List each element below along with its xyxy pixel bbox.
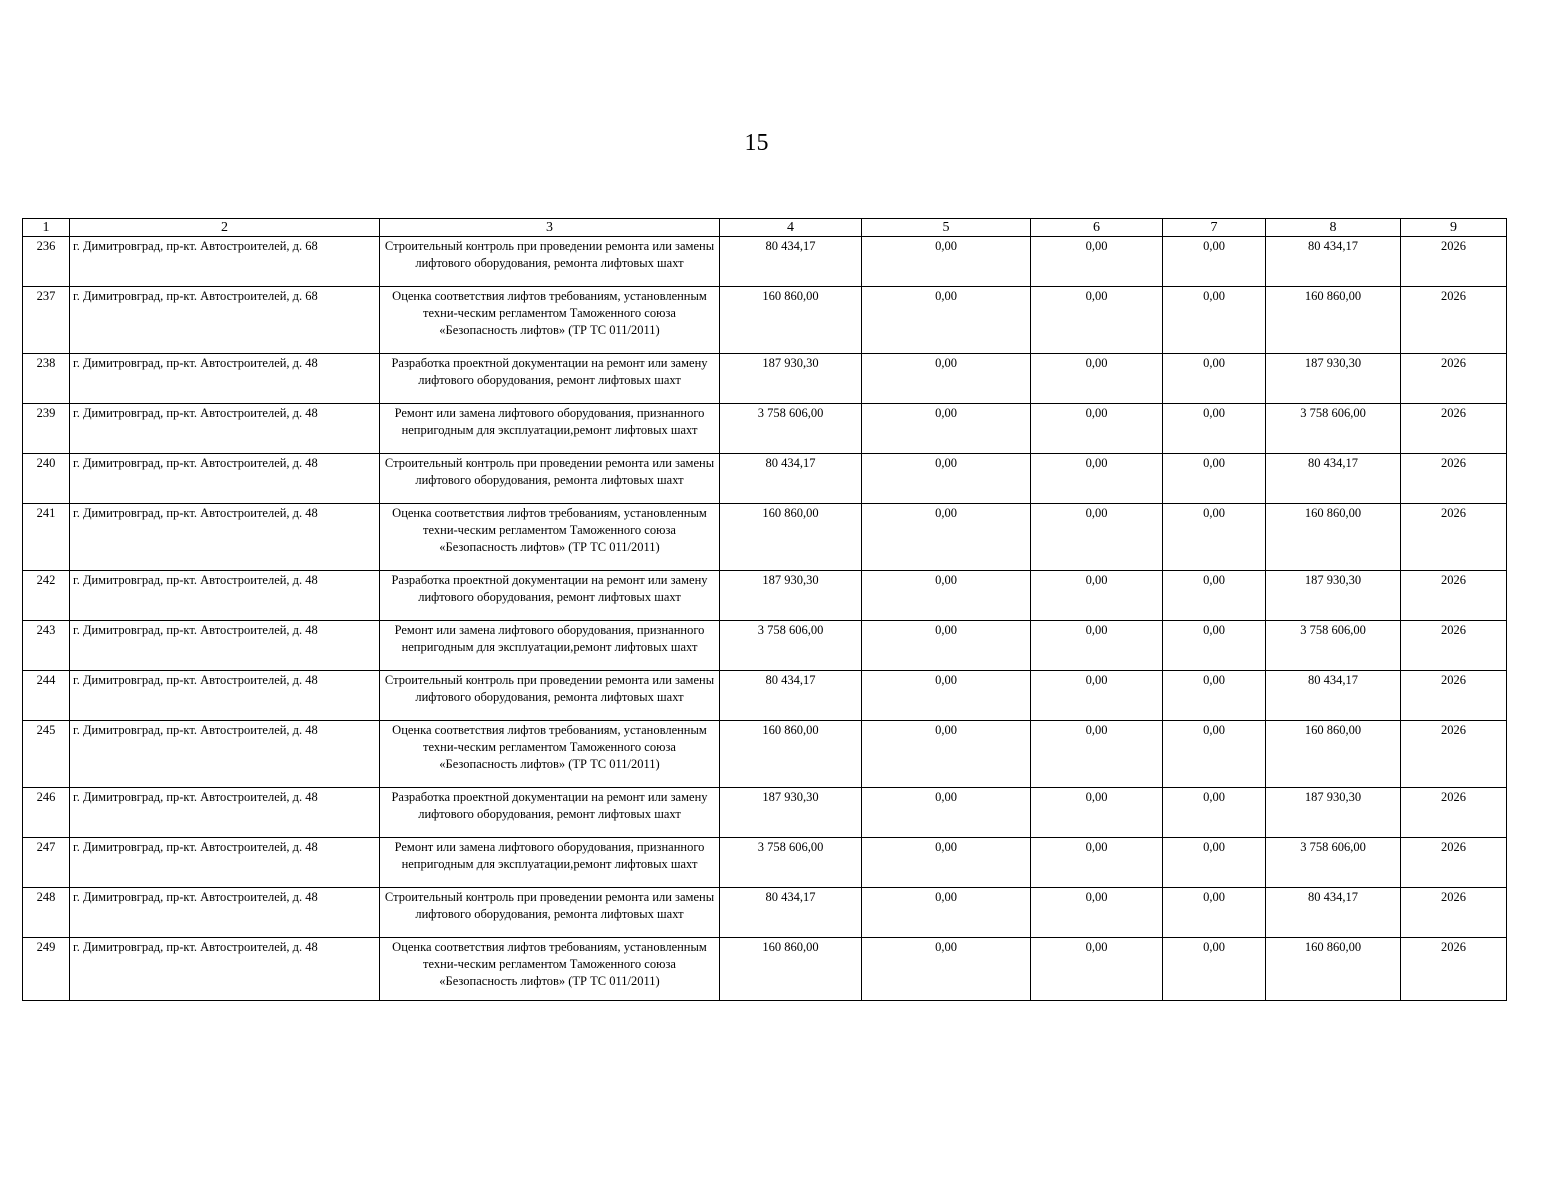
value-cell-col6: 0,00 (1031, 721, 1163, 788)
year-cell: 2026 (1401, 721, 1507, 788)
row-number: 245 (23, 721, 70, 788)
year-cell: 2026 (1401, 671, 1507, 721)
works-table (22, 218, 1507, 1001)
value-cell-col6: 0,00 (1031, 888, 1163, 938)
value-cell-col7: 0,00 (1163, 888, 1266, 938)
total-cost-cell: 80 434,17 (720, 237, 862, 287)
table-row (23, 504, 1507, 571)
value-cell-col7: 0,00 (1163, 454, 1266, 504)
value-cell-col5: 0,00 (862, 721, 1031, 788)
column-number: 2 (70, 219, 380, 237)
value-cell-col8: 160 860,00 (1266, 504, 1401, 571)
value-cell-col5: 0,00 (862, 571, 1031, 621)
year-cell: 2026 (1401, 237, 1507, 287)
value-cell-col8: 3 758 606,00 (1266, 838, 1401, 888)
total-cost-cell: 3 758 606,00 (720, 838, 862, 888)
address-cell: г. Димитровград, пр-кт. Автостроителей, д. 48 (70, 621, 380, 671)
total-cost-cell: 187 930,30 (720, 354, 862, 404)
row-number: 237 (23, 287, 70, 354)
total-cost-cell: 80 434,17 (720, 454, 862, 504)
value-cell-col7: 0,00 (1163, 287, 1266, 354)
row-number: 238 (23, 354, 70, 404)
year-cell: 2026 (1401, 571, 1507, 621)
row-number: 248 (23, 888, 70, 938)
value-cell-col6: 0,00 (1031, 404, 1163, 454)
work-description-cell: Оценка соответствия лифтов требованиям, установленным техни-ческим регламентом Таможенного союза «Безопасность лифтов» (ТР ТС 011/2011) (380, 721, 720, 788)
column-number: 1 (23, 219, 70, 237)
value-cell-col5: 0,00 (862, 354, 1031, 404)
work-description-cell: Разработка проектной документации на ремонт или замену лифтового оборудования, ремонт лифтовых шахт (380, 354, 720, 404)
table-row (23, 788, 1507, 838)
row-number: 249 (23, 938, 70, 1001)
work-description-cell: Оценка соответствия лифтов требованиям, установленным техни-ческим регламентом Таможенного союза «Безопасность лифтов» (ТР ТС 011/2011) (380, 938, 720, 1001)
table-row (23, 671, 1507, 721)
year-cell: 2026 (1401, 838, 1507, 888)
address-cell: г. Димитровград, пр-кт. Автостроителей, д. 48 (70, 571, 380, 621)
year-cell: 2026 (1401, 504, 1507, 571)
value-cell-col6: 0,00 (1031, 938, 1163, 1001)
value-cell-col5: 0,00 (862, 237, 1031, 287)
address-cell: г. Димитровград, пр-кт. Автостроителей, д. 48 (70, 938, 380, 1001)
row-number: 241 (23, 504, 70, 571)
value-cell-col8: 3 758 606,00 (1266, 621, 1401, 671)
value-cell-col7: 0,00 (1163, 571, 1266, 621)
value-cell-col6: 0,00 (1031, 671, 1163, 721)
year-cell: 2026 (1401, 938, 1507, 1001)
value-cell-col5: 0,00 (862, 621, 1031, 671)
value-cell-col5: 0,00 (862, 671, 1031, 721)
value-cell-col7: 0,00 (1163, 621, 1266, 671)
work-description-cell: Строительный контроль при проведении ремонта или замены лифтового оборудования, ремонта лифтовых шахт (380, 888, 720, 938)
total-cost-cell: 80 434,17 (720, 671, 862, 721)
address-cell: г. Димитровград, пр-кт. Автостроителей, д. 48 (70, 721, 380, 788)
table-row (23, 404, 1507, 454)
row-number: 247 (23, 838, 70, 888)
value-cell-col7: 0,00 (1163, 721, 1266, 788)
year-cell: 2026 (1401, 354, 1507, 404)
value-cell-col8: 187 930,30 (1266, 354, 1401, 404)
value-cell-col8: 160 860,00 (1266, 938, 1401, 1001)
row-number: 246 (23, 788, 70, 838)
year-cell: 2026 (1401, 888, 1507, 938)
value-cell-col8: 160 860,00 (1266, 721, 1401, 788)
value-cell-col8: 3 758 606,00 (1266, 404, 1401, 454)
address-cell: г. Димитровград, пр-кт. Автостроителей, д. 48 (70, 404, 380, 454)
address-cell: г. Димитровград, пр-кт. Автостроителей, д. 68 (70, 287, 380, 354)
value-cell-col8: 160 860,00 (1266, 287, 1401, 354)
value-cell-col6: 0,00 (1031, 287, 1163, 354)
table-row (23, 287, 1507, 354)
row-number: 239 (23, 404, 70, 454)
year-cell: 2026 (1401, 404, 1507, 454)
year-cell: 2026 (1401, 621, 1507, 671)
total-cost-cell: 3 758 606,00 (720, 621, 862, 671)
table-row (23, 938, 1507, 1001)
value-cell-col5: 0,00 (862, 504, 1031, 571)
value-cell-col8: 80 434,17 (1266, 237, 1401, 287)
year-cell: 2026 (1401, 788, 1507, 838)
table-row (23, 571, 1507, 621)
value-cell-col8: 187 930,30 (1266, 788, 1401, 838)
table-row (23, 621, 1507, 671)
column-number-row (23, 219, 1507, 237)
value-cell-col6: 0,00 (1031, 571, 1163, 621)
value-cell-col5: 0,00 (862, 788, 1031, 838)
column-number: 6 (1031, 219, 1163, 237)
value-cell-col5: 0,00 (862, 454, 1031, 504)
value-cell-col5: 0,00 (862, 404, 1031, 454)
year-cell: 2026 (1401, 287, 1507, 354)
column-number: 3 (380, 219, 720, 237)
column-number: 8 (1266, 219, 1401, 237)
value-cell-col5: 0,00 (862, 888, 1031, 938)
value-cell-col7: 0,00 (1163, 404, 1266, 454)
value-cell-col6: 0,00 (1031, 354, 1163, 404)
value-cell-col7: 0,00 (1163, 354, 1266, 404)
value-cell-col8: 187 930,30 (1266, 571, 1401, 621)
value-cell-col5: 0,00 (862, 287, 1031, 354)
value-cell-col8: 80 434,17 (1266, 454, 1401, 504)
work-description-cell: Строительный контроль при проведении ремонта или замены лифтового оборудования, ремонта лифтовых шахт (380, 671, 720, 721)
table-row (23, 888, 1507, 938)
row-number: 236 (23, 237, 70, 287)
table-row (23, 237, 1507, 287)
value-cell-col7: 0,00 (1163, 504, 1266, 571)
address-cell: г. Димитровград, пр-кт. Автостроителей, д. 48 (70, 838, 380, 888)
work-description-cell: Строительный контроль при проведении ремонта или замены лифтового оборудования, ремонта лифтовых шахт (380, 454, 720, 504)
address-cell: г. Димитровград, пр-кт. Автостроителей, д. 68 (70, 237, 380, 287)
table-row (23, 721, 1507, 788)
work-description-cell: Разработка проектной документации на ремонт или замену лифтового оборудования, ремонт лифтовых шахт (380, 788, 720, 838)
table-row (23, 838, 1507, 888)
total-cost-cell: 160 860,00 (720, 938, 862, 1001)
address-cell: г. Димитровград, пр-кт. Автостроителей, д. 48 (70, 671, 380, 721)
column-number: 5 (862, 219, 1031, 237)
value-cell-col8: 80 434,17 (1266, 671, 1401, 721)
address-cell: г. Димитровград, пр-кт. Автостроителей, д. 48 (70, 788, 380, 838)
row-number: 243 (23, 621, 70, 671)
table-row (23, 454, 1507, 504)
value-cell-col6: 0,00 (1031, 504, 1163, 571)
value-cell-col7: 0,00 (1163, 788, 1266, 838)
total-cost-cell: 187 930,30 (720, 571, 862, 621)
value-cell-col6: 0,00 (1031, 621, 1163, 671)
value-cell-col5: 0,00 (862, 938, 1031, 1001)
value-cell-col6: 0,00 (1031, 454, 1163, 504)
work-description-cell: Строительный контроль при проведении ремонта или замены лифтового оборудования, ремонта лифтовых шахт (380, 237, 720, 287)
work-description-cell: Разработка проектной документации на ремонт или замену лифтового оборудования, ремонт лифтовых шахт (380, 571, 720, 621)
work-description-cell: Оценка соответствия лифтов требованиям, установленным техни-ческим регламентом Таможенного союза «Безопасность лифтов» (ТР ТС 011/2011) (380, 287, 720, 354)
address-cell: г. Димитровград, пр-кт. Автостроителей, д. 48 (70, 454, 380, 504)
work-description-cell: Оценка соответствия лифтов требованиям, установленным техни-ческим регламентом Таможенного союза «Безопасность лифтов» (ТР ТС 011/2011) (380, 504, 720, 571)
value-cell-col8: 80 434,17 (1266, 888, 1401, 938)
total-cost-cell: 3 758 606,00 (720, 404, 862, 454)
address-cell: г. Димитровград, пр-кт. Автостроителей, д. 48 (70, 354, 380, 404)
row-number: 242 (23, 571, 70, 621)
row-number: 240 (23, 454, 70, 504)
table-row (23, 354, 1507, 404)
value-cell-col7: 0,00 (1163, 237, 1266, 287)
work-description-cell: Ремонт или замена лифтового оборудования, признанного непригодным для эксплуатации,ремонт лифтовых шахт (380, 621, 720, 671)
total-cost-cell: 187 930,30 (720, 788, 862, 838)
value-cell-col7: 0,00 (1163, 838, 1266, 888)
value-cell-col7: 0,00 (1163, 938, 1266, 1001)
column-number: 4 (720, 219, 862, 237)
year-cell: 2026 (1401, 454, 1507, 504)
row-number: 244 (23, 671, 70, 721)
address-cell: г. Димитровград, пр-кт. Автостроителей, д. 48 (70, 504, 380, 571)
column-number: 7 (1163, 219, 1266, 237)
value-cell-col6: 0,00 (1031, 788, 1163, 838)
total-cost-cell: 80 434,17 (720, 888, 862, 938)
value-cell-col6: 0,00 (1031, 838, 1163, 888)
value-cell-col6: 0,00 (1031, 237, 1163, 287)
address-cell: г. Димитровград, пр-кт. Автостроителей, д. 48 (70, 888, 380, 938)
total-cost-cell: 160 860,00 (720, 504, 862, 571)
work-description-cell: Ремонт или замена лифтового оборудования, признанного непригодным для эксплуатации,ремонт лифтовых шахт (380, 404, 720, 454)
work-description-cell: Ремонт или замена лифтового оборудования, признанного непригодным для эксплуатации,ремонт лифтовых шахт (380, 838, 720, 888)
value-cell-col7: 0,00 (1163, 671, 1266, 721)
total-cost-cell: 160 860,00 (720, 721, 862, 788)
value-cell-col5: 0,00 (862, 838, 1031, 888)
column-number: 9 (1401, 219, 1507, 237)
page-number: 15 (744, 130, 769, 156)
total-cost-cell: 160 860,00 (720, 287, 862, 354)
